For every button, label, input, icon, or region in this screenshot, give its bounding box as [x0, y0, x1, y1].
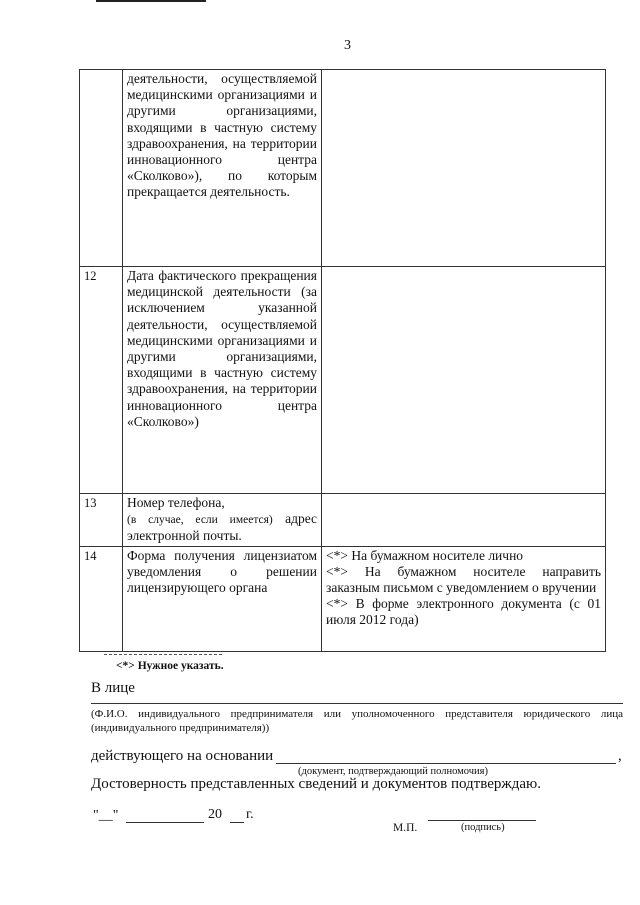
table-row — [80, 546, 606, 651]
option-paper-personal[interactable]: <*> На бумажном носителе лично — [326, 547, 524, 563]
option-electronic[interactable]: <*> В форме электронного документа (с 01 июля 2012 года) — [326, 596, 601, 628]
table-row — [80, 494, 606, 547]
representative-caption: (Ф.И.О. индивидуального предпринимателя или уполномоченного представителя юридического лица (индивидуального предпринимателя)) — [91, 708, 623, 734]
date-day[interactable]: "__" — [93, 808, 119, 823]
application-table — [79, 69, 606, 652]
basis-caption: (документ, подтверждающий полномочия) — [298, 766, 488, 777]
signature-field[interactable] — [428, 820, 536, 821]
date-year-prefix: 20 — [208, 807, 222, 822]
date-year-suffix: г. — [246, 807, 254, 822]
row-number — [80, 70, 123, 267]
option-paper-mail[interactable]: <*> На бумажном носителе направить заказным письмом с уведомлением о вручении — [326, 563, 601, 596]
delivery-options — [322, 546, 606, 651]
row-value-field[interactable] — [322, 267, 606, 494]
header-rule — [96, 0, 206, 2]
signature-caption: (подпись) — [461, 822, 505, 833]
row-number: 14 — [80, 546, 123, 651]
table-row — [80, 70, 606, 267]
date-month-field[interactable] — [126, 822, 204, 823]
confirmation-text: Достоверность представленных сведений и документов подтверждаю. — [91, 776, 541, 792]
row-number: 12 — [80, 267, 123, 494]
row-description: Номер телефона, (в случае, если имеется) адрес электронной почты. — [123, 494, 322, 547]
basis-comma: , — [618, 748, 622, 764]
stamp-label: М.П. — [393, 822, 418, 834]
table-row — [80, 267, 606, 494]
basis-label: действующего на основании — [91, 748, 274, 764]
representative-label: В лице — [91, 680, 135, 696]
representative-name-field[interactable] — [91, 703, 623, 704]
row-value-field[interactable] — [322, 494, 606, 547]
footnote-separator — [104, 654, 222, 655]
row-value-field[interactable] — [322, 70, 606, 267]
row-description: деятельности, осуществляемой медицинскими организациями и другими организациями, входящими в частную систему здравоохранения, на территории инновационного центра «Сколково»), по которым прекращается деятельность. — [123, 70, 322, 267]
basis-document-field[interactable] — [276, 763, 616, 764]
row-description: Дата фактического прекращения медицинской деятельности (за исключением указанной деятельности, осуществляемой медицинскими организациями и другими организациями, входящими в частную систему здравоохранения, на территории инновационного центра «Сколково») — [123, 267, 322, 494]
row-description: Форма получения лицензиатом уведомления о решении лицензирующего органа — [123, 546, 322, 651]
page-number: 3 — [344, 38, 351, 53]
footnote: <*> Нужное указать. — [116, 660, 224, 672]
row-number: 13 — [80, 494, 123, 547]
date-year-field[interactable] — [230, 822, 244, 823]
